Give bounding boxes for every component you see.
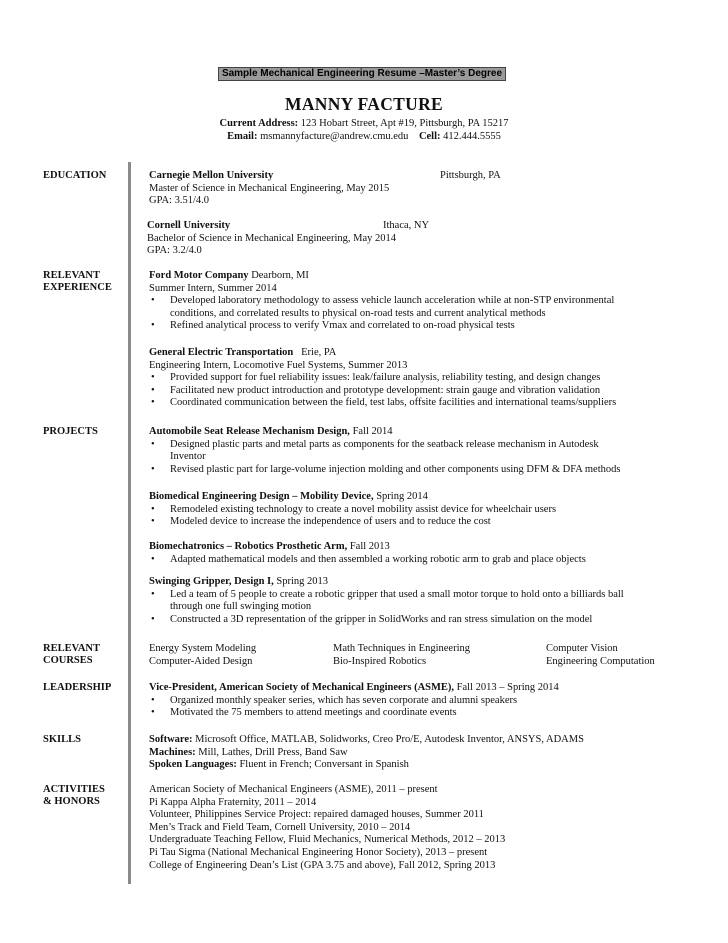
section-heading-projects: PROJECTS bbox=[43, 426, 98, 437]
contact-address bbox=[0, 118, 728, 131]
project-entry bbox=[149, 491, 556, 529]
bullet-continuation: Inventor bbox=[170, 451, 206, 463]
education-entry bbox=[147, 220, 507, 258]
leadership-entry bbox=[149, 682, 559, 720]
document-banner: Sample Mechanical Engineering Resume –Master’s Degree bbox=[218, 67, 506, 81]
project-title: Automobile Seat Release Mechanism Design, bbox=[149, 426, 350, 437]
course-item: Bio-Inspired Robotics bbox=[333, 655, 427, 667]
activity-item: Undergraduate Teaching Fellow, Fluid Mechanics, Numerical Methods, 2012 – 2013 bbox=[149, 834, 506, 846]
skill-row bbox=[149, 747, 584, 760]
skill-row bbox=[149, 734, 584, 747]
activity-item: Pi Kappa Alpha Fraternity, 2011 – 2014 bbox=[149, 796, 317, 808]
education-entry bbox=[149, 170, 509, 208]
course-item: Energy System Modeling bbox=[149, 643, 257, 654]
skill-value: Microsoft Office, MATLAB, Solidworks, Creo Pro/E, Autodesk Inventor, ANSYS, ADAMS bbox=[195, 734, 584, 745]
company-location: Erie, PA bbox=[301, 347, 337, 358]
activity-item: American Society of Mechanical Engineers (ASME), 2011 – present bbox=[149, 784, 438, 795]
experience-entry bbox=[149, 270, 614, 333]
section-divider-bar bbox=[128, 162, 131, 884]
skill-label: Spoken Languages: bbox=[149, 759, 237, 771]
project-date: Spring 2014 bbox=[376, 491, 428, 502]
experience-entry bbox=[149, 347, 616, 410]
project-entry bbox=[149, 576, 624, 626]
heading-line: & HONORS bbox=[43, 796, 100, 808]
bullet-item: • Constructed a 3D representation of the gripper in SolidWorks and ran stress simulation on the model bbox=[149, 614, 624, 627]
skill-value: Mill, Lathes, Drill Press, Band Saw bbox=[198, 746, 348, 758]
bullet-item: • Organized monthly speaker series, which has seven corporate and alumni speakers bbox=[149, 695, 559, 708]
activities-list bbox=[149, 784, 505, 872]
section-heading-education: EDUCATION bbox=[43, 170, 107, 181]
project-title: Biomechatronics – Robotics Prosthetic Arm, bbox=[149, 541, 348, 552]
bullet-item: • Coordinated communication between the field, test labs, offsite facilities and international teams/suppliers bbox=[149, 397, 616, 410]
project-title: Swinging Gripper, Design I, bbox=[149, 576, 274, 587]
candidate-name: MANNY FACTURE bbox=[285, 94, 443, 114]
skill-row bbox=[149, 759, 584, 772]
heading-line: RELEVANT bbox=[43, 643, 100, 654]
activity-item: Pi Tau Sigma (National Mechanical Engineering Honor Society), 2013 – present bbox=[149, 846, 488, 858]
gpa: GPA: 3.2/4.0 bbox=[147, 245, 202, 257]
job-role: Engineering Intern, Locomotive Fuel Systems, Summer 2013 bbox=[149, 359, 408, 371]
bullet-item: • Revised plastic part for large-volume injection molding and other components using DFM & DFA methods bbox=[149, 464, 620, 477]
school-location: Pittsburgh, PA bbox=[440, 170, 501, 181]
project-date: Fall 2014 bbox=[352, 426, 393, 437]
cell-value: 412.444.5555 bbox=[443, 131, 501, 142]
heading-line: COURSES bbox=[43, 655, 93, 667]
project-date: Spring 2013 bbox=[276, 576, 329, 587]
contact-email-cell bbox=[0, 131, 728, 144]
section-heading-experience bbox=[43, 270, 112, 295]
address-label: Current Address: bbox=[219, 118, 299, 129]
skill-label: Machines: bbox=[149, 746, 196, 758]
activity-item: Men’s Track and Field Team, Cornell University, 2010 – 2014 bbox=[149, 821, 411, 833]
skill-value: Fluent in French; Conversant in Spanish bbox=[239, 759, 409, 771]
course-item: Engineering Computation bbox=[546, 655, 655, 667]
company-name: General Electric Transportation bbox=[149, 347, 294, 358]
project-entry bbox=[149, 541, 586, 566]
skill-label: Software: bbox=[149, 734, 193, 745]
project-date: Fall 2013 bbox=[349, 541, 390, 552]
courses-table bbox=[149, 643, 709, 669]
school-name: Carnegie Mellon University bbox=[149, 170, 274, 181]
bullet-item: • Provided support for fuel reliability issues: leak/failure analysis, reliability testing, and design changes bbox=[149, 372, 616, 385]
bullet-item: • Developed laboratory methodology to assess vehicle launch acceleration while at non-STP environmental bbox=[149, 295, 614, 308]
leadership-title: Vice-President, American Society of Mechanical Engineers (ASME), bbox=[149, 682, 455, 693]
section-heading-activities bbox=[43, 784, 105, 809]
address-value: 123 Hobart Street, Apt #19, Pittsburgh, PA 15217 bbox=[300, 118, 509, 129]
degree: Master of Science in Mechanical Engineering, May 2015 bbox=[149, 182, 390, 194]
cell-label: Cell: bbox=[418, 131, 441, 142]
heading-line: ACTIVITIES bbox=[43, 784, 105, 795]
email-value: msmannyfacture@andrew.cmu.edu bbox=[260, 131, 409, 142]
bullet-item: • Adapted mathematical models and then assembled a working robotic arm to grab and place objects bbox=[149, 554, 586, 567]
leadership-date: Fall 2013 – Spring 2014 bbox=[456, 682, 559, 693]
gpa: GPA: 3.51/4.0 bbox=[149, 195, 210, 207]
degree: Bachelor of Science in Mechanical Engineering, May 2014 bbox=[147, 232, 396, 244]
email-label: Email: bbox=[227, 131, 258, 142]
section-heading-courses bbox=[43, 643, 100, 668]
bullet-item: • Motivated the 75 members to attend meetings and coordinate events bbox=[149, 707, 559, 720]
company-location: Dearborn, MI bbox=[251, 270, 309, 281]
bullet-item: • Designed plastic parts and metal parts as components for the seatback release mechanism in Autodesk bbox=[149, 439, 620, 452]
bullet-continuation: conditions, and correlated results to physical on-road tests and current analytical methods bbox=[170, 307, 546, 319]
job-role: Summer Intern, Summer 2014 bbox=[149, 282, 277, 294]
bullet-item: • Facilitated new product introduction and prototype development: strain gauge and vibration validation bbox=[149, 385, 616, 398]
bullet-item: • Modeled device to increase the independence of users and to reduce the cost bbox=[149, 516, 556, 529]
course-item: Computer Vision bbox=[546, 643, 618, 654]
bullet-item: • Led a team of 5 people to create a robotic gripper that used a small motor torque to hold onto a billiards ball bbox=[149, 589, 624, 602]
skills-list bbox=[149, 734, 584, 772]
bullet-item: • Refined analytical process to verify Vmax and correlated to on-road physical tests bbox=[149, 320, 614, 333]
bullet-continuation: through one full swinging motion bbox=[170, 601, 312, 613]
project-title: Biomedical Engineering Design – Mobility Device, bbox=[149, 491, 374, 502]
activity-item: College of Engineering Dean’s List (GPA 3.75 and above), Fall 2012, Spring 2013 bbox=[149, 859, 496, 871]
school-location: Ithaca, NY bbox=[383, 220, 430, 231]
school-name: Cornell University bbox=[147, 220, 231, 231]
bullet-item: • Remodeled existing technology to create a novel mobility assist device for wheelchair users bbox=[149, 504, 556, 517]
section-heading-leadership: LEADERSHIP bbox=[43, 682, 112, 693]
project-entry bbox=[149, 426, 620, 476]
heading-line: EXPERIENCE bbox=[43, 282, 112, 294]
activity-item: Volunteer, Philippines Service Project: repaired damaged houses, Summer 2011 bbox=[149, 809, 484, 821]
section-heading-skills: SKILLS bbox=[43, 734, 81, 745]
company-name: Ford Motor Company bbox=[149, 270, 249, 281]
heading-line: RELEVANT bbox=[43, 270, 100, 281]
course-item: Computer-Aided Design bbox=[149, 655, 253, 667]
course-item: Math Techniques in Engineering bbox=[333, 643, 470, 654]
